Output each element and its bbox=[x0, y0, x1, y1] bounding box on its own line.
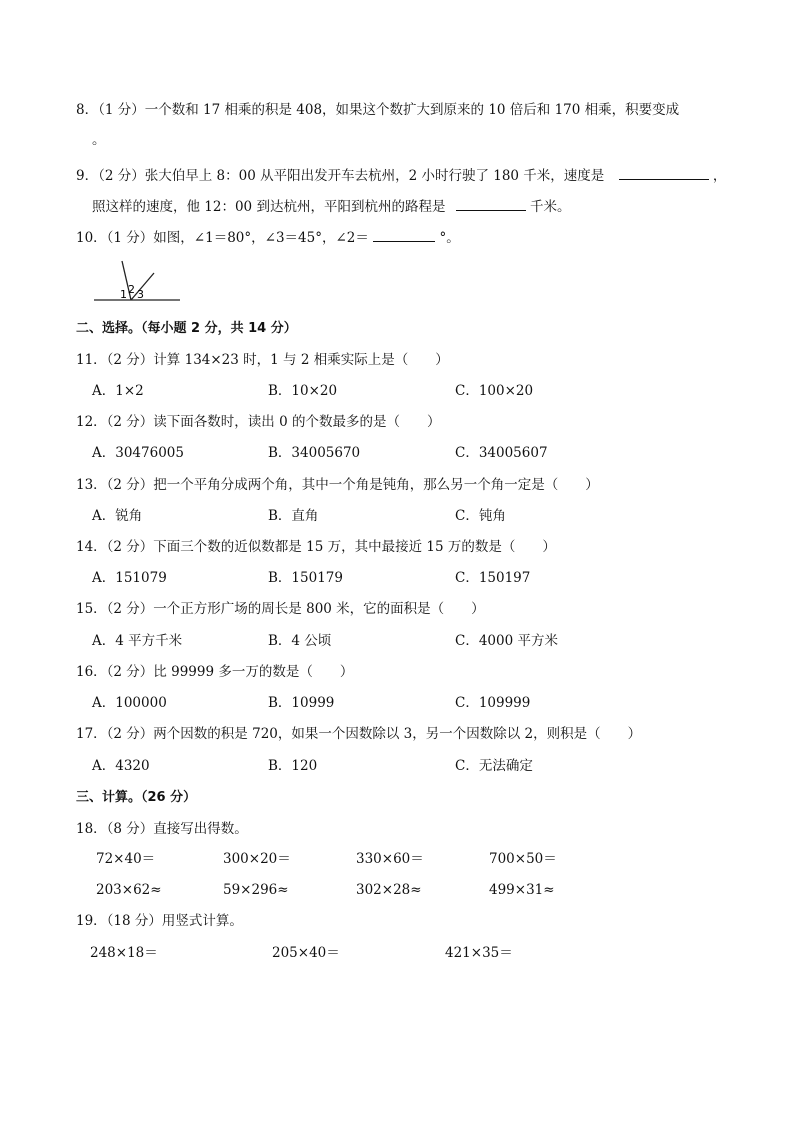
question-10-text-b: °。 bbox=[439, 230, 460, 246]
section-2-title: 二、选择。（每小题 2 分，共 14 分） bbox=[76, 321, 297, 336]
question-16-stem: 16．（2 分）比 99999 多一万的数是（ ） bbox=[76, 664, 354, 680]
question-13-stem: 13．（2 分）把一个平角分成两个角，其中一个角是钝角，那么另一个角一定是（ ） bbox=[76, 477, 599, 493]
calc-item: 203×62≈ bbox=[96, 882, 162, 898]
question-15-option-a[interactable]: A．4 平方千米 bbox=[92, 633, 183, 649]
angle-label-1: 1 bbox=[120, 288, 127, 301]
question-13-option-c[interactable]: C．钝角 bbox=[455, 508, 506, 524]
question-11-stem: 11．（2 分）计算 134×23 时，1 与 2 相乘实际上是（ ） bbox=[76, 352, 449, 368]
question-17-option-b[interactable]: B．120 bbox=[268, 758, 318, 774]
question-12-stem: 12．（2 分）读下面各数时，读出 0 的个数最多的是（ ） bbox=[76, 414, 441, 430]
answer-blank-angle[interactable] bbox=[373, 227, 435, 242]
calc-item: 499×31≈ bbox=[489, 882, 555, 898]
question-16-option-b[interactable]: B．10999 bbox=[268, 695, 335, 711]
question-17-option-c[interactable]: C．无法确定 bbox=[455, 758, 533, 774]
section-3-title: 三、计算。（26 分） bbox=[76, 790, 197, 805]
question-9-text-b: ， bbox=[712, 168, 727, 184]
question-9-text-d: 千米。 bbox=[530, 199, 571, 215]
question-16-option-c[interactable]: C．109999 bbox=[455, 695, 531, 711]
question-13-option-a[interactable]: A．锐角 bbox=[92, 508, 143, 524]
calc-item: 330×60＝ bbox=[356, 851, 424, 867]
angle-figure bbox=[88, 256, 184, 306]
question-9-text-a: 9．（2 分）张大伯早上 8：00 从平阳出发开车去杭州，2 小时行驶了 180 千米，速度是 bbox=[76, 168, 605, 184]
question-14-option-a[interactable]: A．151079 bbox=[92, 570, 167, 586]
question-8-line-1: 8．（1 分）一个数和 17 相乘的积是 408，如果这个数扩大到原来的 10 倍后和 170 相乘，积要变成 bbox=[76, 102, 680, 118]
question-12-option-a[interactable]: A．30476005 bbox=[92, 445, 184, 461]
question-14-option-b[interactable]: B．150179 bbox=[268, 570, 343, 586]
question-19-stem: 19．（18 分）用竖式计算。 bbox=[76, 913, 243, 929]
calc-item: 72×40＝ bbox=[96, 851, 156, 867]
calc-item: 302×28≈ bbox=[356, 882, 422, 898]
answer-blank-speed[interactable] bbox=[619, 165, 709, 180]
question-15-option-c[interactable]: C．4000 平方米 bbox=[455, 633, 558, 649]
calc-item: 300×20＝ bbox=[223, 851, 291, 867]
question-10-line bbox=[76, 227, 460, 247]
question-14-option-c[interactable]: C．150197 bbox=[455, 570, 531, 586]
question-9-line-2 bbox=[92, 196, 571, 216]
question-12-option-b[interactable]: B．34005670 bbox=[268, 445, 361, 461]
angle-label-3: 3 bbox=[137, 288, 144, 301]
vertical-calc-item: 248×18＝ bbox=[90, 945, 158, 961]
question-8-line-2: 。 bbox=[92, 132, 106, 148]
question-9-line-1 bbox=[76, 165, 726, 185]
vertical-calc-item: 421×35＝ bbox=[445, 945, 513, 961]
question-14-stem: 14．（2 分）下面三个数的近似数都是 15 万，其中最接近 15 万的数是（ ） bbox=[76, 539, 556, 555]
question-11-option-c[interactable]: C．100×20 bbox=[455, 383, 534, 399]
question-12-option-c[interactable]: C．34005607 bbox=[455, 445, 548, 461]
question-17-option-a[interactable]: A．4320 bbox=[92, 758, 150, 774]
answer-blank-distance[interactable] bbox=[456, 196, 526, 211]
question-13-option-b[interactable]: B．直角 bbox=[268, 508, 319, 524]
question-10-text-a: 10．（1 分）如图，∠1＝80°，∠3＝45°，∠2＝ bbox=[76, 230, 369, 246]
question-18-stem: 18．（8 分）直接写出得数。 bbox=[76, 821, 248, 837]
calc-item: 59×296≈ bbox=[223, 882, 289, 898]
calc-item: 700×50＝ bbox=[489, 851, 557, 867]
question-9-text-c: 照这样的速度，他 12：00 到达杭州，平阳到杭州的路程是 bbox=[92, 199, 446, 215]
question-15-stem: 15．（2 分）一个正方形广场的周长是 800 米，它的面积是（ ） bbox=[76, 601, 485, 617]
question-17-stem: 17．（2 分）两个因数的积是 720，如果一个因数除以 3，另一个因数除以 2，则积是（ ） bbox=[76, 726, 642, 742]
question-16-option-a[interactable]: A．100000 bbox=[92, 695, 167, 711]
question-15-option-b[interactable]: B．4 公顷 bbox=[268, 633, 332, 649]
angle-label-2: 2 bbox=[128, 283, 135, 296]
vertical-calc-item: 205×40＝ bbox=[272, 945, 340, 961]
question-11-option-a[interactable]: A．1×2 bbox=[92, 383, 144, 399]
question-11-option-b[interactable]: B．10×20 bbox=[268, 383, 338, 399]
